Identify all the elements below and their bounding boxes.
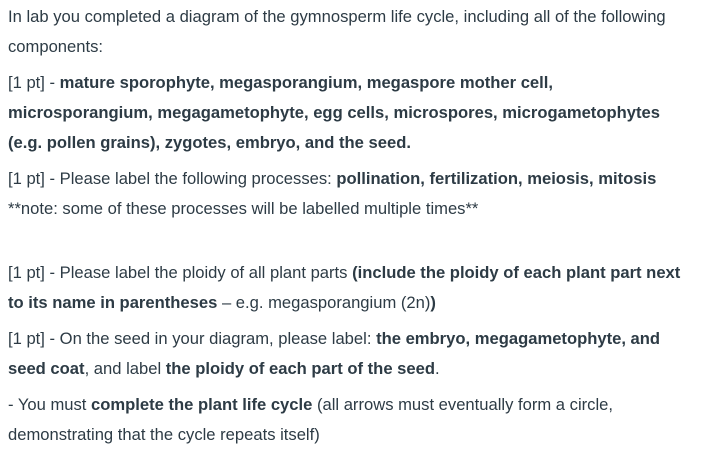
seed-parts-list: the embryo, megagametophyte, and seed coat: [8, 329, 661, 378]
points-label: [1 pt] -: [8, 169, 60, 188]
ploidy-requirement: [8, 258, 698, 318]
processes-lead: Please label the following processes:: [59, 169, 337, 188]
intro-text: In lab you completed a diagram of the gymnosperm life cycle, including all of the following components:: [8, 7, 666, 56]
components-requirement: [8, 68, 698, 158]
processes-list: pollination, fertilization, meiosis, mitosis: [336, 169, 657, 188]
processes-note: **note: some of these processes will be labelled multiple times**: [8, 199, 479, 218]
seed-requirement: [8, 324, 698, 384]
seed-ploidy-instruction: the ploidy of each part of the seed: [165, 359, 435, 378]
points-label: [1 pt] -: [8, 263, 60, 282]
components-list: mature sporophyte, megasporangium, megaspore mother cell, microsporangium, megagametophyte, egg cells, microspores, microgametophytes (e.g. pollen grains), zygotes, embryo, and the seed.: [8, 73, 660, 152]
cycle-rest: (all arrows must eventually form a circle, demonstrating that the cycle repeats itself): [8, 395, 613, 444]
seed-end: .: [434, 359, 440, 378]
intro-paragraph: [8, 2, 698, 62]
seed-mid: , and label: [84, 359, 166, 378]
ploidy-instruction: (include the ploidy of each plant part next to its name in parentheses: [8, 263, 681, 312]
ploidy-lead: Please label the ploidy of all plant parts: [59, 263, 353, 282]
ploidy-example: – e.g. megasporangium (2n): [217, 293, 431, 312]
ploidy-close-paren: ): [430, 293, 436, 312]
assignment-instructions: [8, 2, 698, 450]
points-label: [1 pt] -: [8, 329, 60, 348]
processes-requirement: [8, 164, 698, 224]
seed-lead: On the seed in your diagram, please label:: [59, 329, 377, 348]
cycle-bold: complete the plant life cycle: [91, 395, 313, 414]
points-label: [1 pt] -: [8, 73, 60, 92]
cycle-lead: - You must: [8, 395, 92, 414]
cycle-requirement: [8, 390, 698, 450]
